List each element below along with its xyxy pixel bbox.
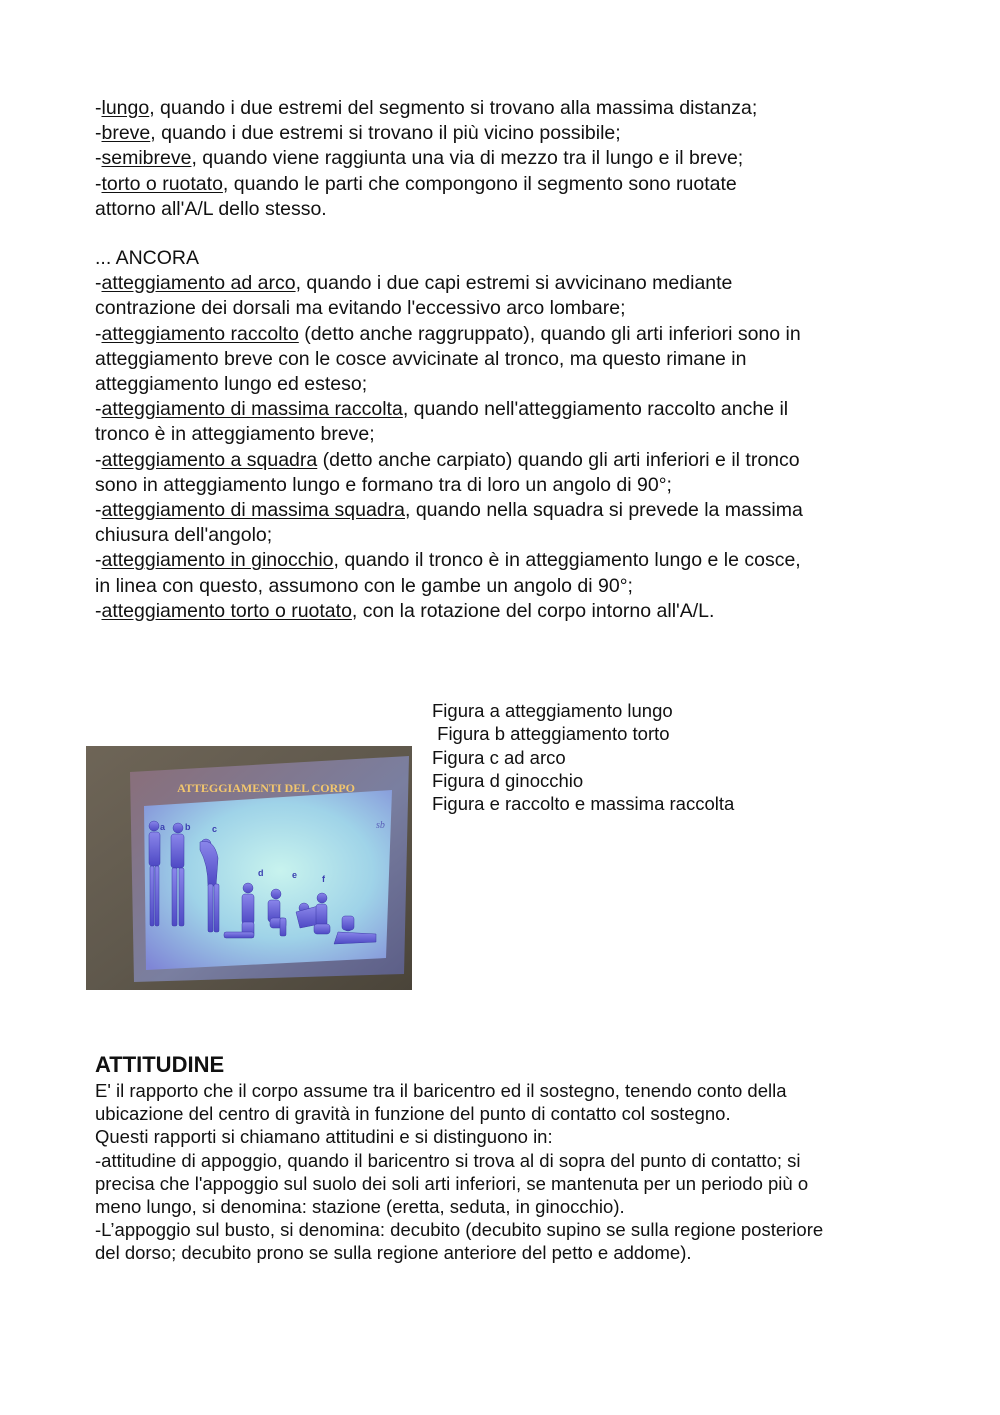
term: atteggiamento a squadra <box>101 448 318 471</box>
text-line: meno lungo, si denomina: stazione (eretta, seduta, in ginocchio). <box>95 1196 625 1218</box>
figure-label: d <box>258 868 264 878</box>
term: atteggiamento in ginocchio <box>101 549 334 572</box>
text-line: contrazione dei dorsali ma evitando l'eccessivo arco lombare; <box>95 297 626 320</box>
definition: , quando i due estremi del segmento si trovano alla massima distanza; <box>149 97 758 119</box>
text-line: in linea con questo, assumono con le gambe un angolo di 90°; <box>95 574 633 597</box>
definition: , quando i due capi estremi si avvicinano mediante <box>295 272 733 295</box>
figure-label: e <box>292 870 298 880</box>
term: breve <box>101 122 151 145</box>
figure-label: f <box>322 874 325 884</box>
definition: , quando nell'atteggiamento raccolto anche il <box>402 398 789 421</box>
text-line: precisa che l'appoggio sul suolo dei soli arti inferiori, se mantenuta per un periodo più o <box>95 1172 809 1194</box>
definition: (detto anche carpiato) quando gli arti inferiori e il tronco <box>317 448 800 471</box>
figure-label: c <box>212 824 218 834</box>
figure-caption: Figura a atteggiamento lungo <box>432 700 673 721</box>
list-item: -torto o ruotato, quando le parti che compongono il segmento sono ruotate <box>95 172 737 195</box>
figure-caption: Figura e raccolto e massima raccolta <box>432 793 735 815</box>
figure-label: a <box>160 822 166 832</box>
term: lungo <box>101 97 150 119</box>
attitudine-heading: ATTITUDINE <box>95 1052 225 1077</box>
text-line: Questi rapporti si chiamano attitudini e si distinguono in: <box>95 1126 553 1148</box>
slide-title: ATTEGGIAMENTI DEL CORPO <box>177 781 355 795</box>
figure-caption: Figura d ginocchio <box>432 769 584 791</box>
list-item: -atteggiamento a squadra (detto anche carpiato) quando gli arti inferiori e il tronco <box>95 448 800 471</box>
definition: , quando viene raggiunta una via di mezzo tra il lungo e il breve; <box>191 147 744 170</box>
term: atteggiamento torto o ruotato <box>101 599 352 622</box>
text-line: tronco è in atteggiamento breve; <box>95 423 375 446</box>
definition: (detto anche raggruppato), quando gli arti inferiori sono in <box>298 322 801 345</box>
section-ancora <box>95 246 915 624</box>
body-postures-photo <box>86 746 412 990</box>
list-item: -atteggiamento ad arco, quando i due capi estremi si avvicinano mediante <box>95 272 733 295</box>
term: atteggiamento di massima squadra <box>101 499 405 522</box>
text-line: atteggiamento breve con le cosce avvicinate al tronco, ma questo rimane in <box>95 347 747 370</box>
list-item: -atteggiamento di massima squadra, quando nella squadra si prevede la massima <box>95 499 803 522</box>
text-line: atteggiamento lungo ed esteso; <box>95 373 368 396</box>
term: semibreve <box>101 147 192 170</box>
definition: , quando nella squadra si prevede la massima <box>405 499 803 522</box>
text-line: ubicazione del centro di gravità in funzione del punto di contatto col sostegno. <box>95 1103 731 1125</box>
definition: , quando il tronco è in atteggiamento lungo e le cosce, <box>333 549 801 572</box>
text-line: E' il rapporto che il corpo assume tra il baricentro ed il sostegno, tenendo conto della <box>95 1080 787 1101</box>
term: atteggiamento ad arco <box>101 272 296 295</box>
figure-caption: Figura b atteggiamento torto <box>432 723 670 745</box>
text-line: -attitudine di appoggio, quando il baricentro si trova al di sopra del punto di contatto; si <box>95 1149 801 1171</box>
term: atteggiamento raccolto <box>101 322 299 345</box>
list-item: -lungo, quando i due estremi del segmento si trovano alla massima distanza; <box>95 97 758 119</box>
figure-captions <box>432 699 734 815</box>
term: atteggiamento di massima raccolta <box>101 398 403 421</box>
definition: , con la rotazione del corpo intorno all'A/L. <box>351 599 715 622</box>
text-line: -L’appoggio sul busto, si denomina: decubito (decubito supino se sulla regione posteriore <box>95 1219 824 1241</box>
text-line: del dorso; decubito prono se sulla regione anteriore del petto e addome). <box>95 1242 692 1264</box>
section-segment-positions <box>95 96 915 222</box>
figure-caption: Figura c ad arco <box>432 746 566 768</box>
list-item: -breve, quando i due estremi si trovano il più vicino possibile; <box>95 122 621 145</box>
definition: , quando i due estremi si trovano il più vicino possibile; <box>150 122 621 145</box>
list-item: -atteggiamento raccolto (detto anche raggruppato), quando gli arti inferiori sono in <box>95 322 801 345</box>
figure-label: b <box>185 822 191 832</box>
list-item: -atteggiamento in ginocchio, quando il tronco è in atteggiamento lungo e le cosce, <box>95 549 801 572</box>
term: torto o ruotato <box>101 172 223 195</box>
list-item: -semibreve, quando viene raggiunta una via di mezzo tra il lungo e il breve; <box>95 147 744 170</box>
list-item-continuation: attorno all'A/L dello stesso. <box>95 197 327 220</box>
text-line: sono in atteggiamento lungo e formano tra di loro un angolo di 90°; <box>95 473 672 496</box>
list-item: -atteggiamento di massima raccolta, quando nell'atteggiamento raccolto anche il <box>95 398 789 421</box>
text-line: chiusura dell'angolo; <box>95 524 273 547</box>
list-item: -atteggiamento torto o ruotato, con la rotazione del corpo intorno all'A/L. <box>95 599 715 622</box>
attitudine-body <box>95 1079 915 1265</box>
slide-signature: sb <box>376 820 385 831</box>
ancora-heading: ... ANCORA <box>95 247 200 269</box>
definition: , quando le parti che compongono il segmento sono ruotate <box>222 172 737 195</box>
